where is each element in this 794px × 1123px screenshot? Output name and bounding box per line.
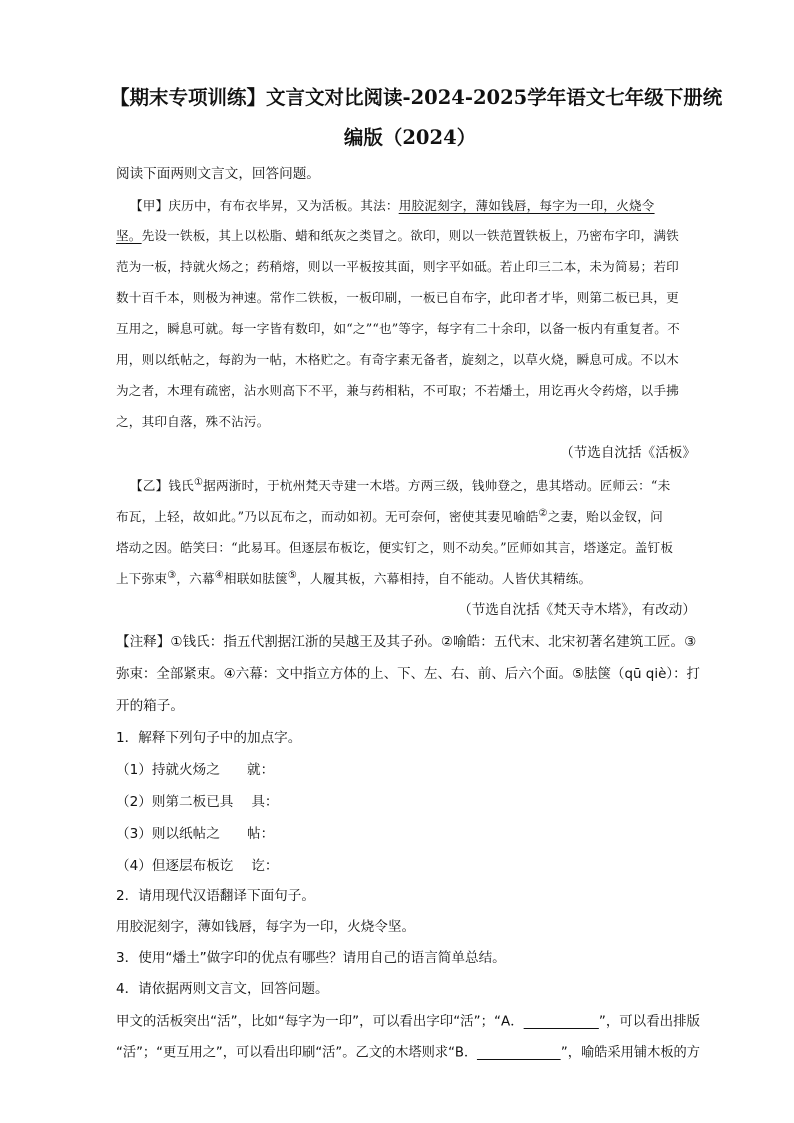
passage-b-text: 之妻，贻以金钗，问: [547, 509, 663, 524]
passage-b-source: （节选自沈括《梵天寺木塔》，有改动）: [458, 602, 696, 618]
underlined-sentence-end: 坚。: [116, 228, 142, 243]
document-title-line-1: 【期末专项训练】文言文对比阅读-2024-2025学年语文七年级下册统: [110, 86, 723, 109]
document-title-line-2: 编版（2024）: [343, 126, 477, 149]
passage-b-text: 上下弥束: [116, 571, 168, 586]
question-2: 2．请用现代汉语翻译下面句子。: [116, 888, 315, 904]
notes-line-2: 弥束：全部紧束。④六幕：文中指立方体的上、下、左、右、前、后六个面。⑤胠箧（qū qiè）：打: [116, 666, 700, 682]
answer-blank-a[interactable]: [524, 1014, 599, 1029]
question-4-line-1: [116, 1014, 700, 1029]
passage-a-line-3: 范为一板，持就火炀之；药稍熔，则以一平板按其面，则字平如砥。若止印三二本，未为简易；若印: [116, 259, 679, 274]
note-marker-5: ⑤: [287, 569, 298, 581]
passage-b-line-1: [130, 476, 671, 493]
passage-b-line-4: [116, 569, 592, 586]
reading-instruction: 阅读下面两则文言文，回答问题。: [116, 166, 320, 182]
passage-a-line-2: [116, 230, 679, 243]
passage-a-line-4: 数十百千本，则极为神速。常作二铁板，一板印刷，一板已自布字，此印者才毕，则第二板已具，更: [116, 290, 679, 305]
passage-a-label: 【甲】: [130, 198, 169, 213]
question-1-item-1: （1）持就火炀之 就：: [116, 762, 275, 778]
question-4-text: “活”；“更互用之”，可以看出印刷“活”。乙文的木塔则求“B．: [116, 1044, 478, 1061]
question-3: 3．使用“燔土”做字印的优点有哪些？请用自己的语言简单总结。: [116, 950, 506, 966]
passage-a-line-1: [130, 200, 655, 213]
note-marker-3: ③: [167, 569, 177, 581]
answer-blank-b[interactable]: [477, 1045, 561, 1060]
notes-line-1: 【注释】①钱氏：指五代割据江浙的吴越王及其子孙。②喻皓：五代末、北宋初著名建筑工匠。③: [116, 634, 697, 650]
passage-a-text: 先设一铁板，其上以松脂、蜡和纸灰之类冒之。欲印，则以一铁范置铁板上，乃密布字印，满铁: [141, 228, 679, 243]
passage-a-line-5: 互用之，瞬息可就。每一字皆有数印，如“之”“也”等字，每字有二十余印，以备一板内有重复者。不: [116, 321, 680, 336]
passage-b-line-3: 塔动之因。皓笑曰：“此易耳。但逐层布板讫，便实钉之，则不动矣。”匠师如其言，塔遂定。盖钉板: [116, 540, 674, 555]
question-2-sentence: 用胶泥刻字，薄如钱唇，每字为一印，火烧令坚。: [116, 919, 416, 935]
passage-b-text: ，六幕: [176, 571, 215, 586]
passage-a-line-6: 用，则以纸帖之，每韵为一帖，木格贮之。有奇字素无备者，旋刻之，以草火烧，瞬息可成。不以木: [116, 352, 679, 367]
passage-a-line-7: 为之者，木理有疏密，沾水则高下不平，兼与药相粘，不可取；不若燔土，用讫再火令药熔，以手拂: [116, 383, 679, 398]
note-marker-4: ④: [214, 569, 224, 581]
question-4: 4．请依据两则文言文，回答问题。: [116, 981, 329, 997]
passage-a-line-8: 之，其印自落，殊不沾污。: [116, 414, 270, 429]
question-4-text: 甲文的活板突出“活”，比如“每字为一印”，可以看出字印“活”；“A．: [116, 1013, 524, 1030]
passage-b-text: 相联如胠箧: [223, 571, 288, 586]
passage-a-source: （节选自沈括《活板》: [560, 445, 696, 461]
question-1-item-2: （2）则第二板已具 具：: [116, 794, 279, 810]
passage-b-text: 据两浙时，于杭州梵天寺建一木塔。方两三级，钱帅登之，患其塔动。匠师云：“未: [203, 478, 671, 493]
question-1-item-4: （4）但逐层布板讫 讫：: [116, 858, 279, 874]
passage-b-text: 钱氏: [168, 478, 194, 493]
question-4-text: ”，可以看出排版: [598, 1013, 700, 1030]
passage-b-text: ，人履其板，六幕相持，自不能动。人皆伏其精练。: [297, 571, 592, 586]
passage-b-line-2: [116, 507, 663, 524]
note-marker-1: ①: [193, 476, 204, 488]
passage-b-text: 布瓦，上轻，故如此。”乃以瓦布之，而动如初。无可奈何，密使其妻见喻皓: [116, 509, 539, 524]
question-1: 1．解释下列句子中的加点字。: [116, 730, 302, 746]
question-4-text: ”，喻皓采用铺木板的方: [560, 1044, 700, 1061]
passage-b-label: 【乙】: [130, 478, 169, 493]
question-1-item-3: （3）则以纸帖之 帖：: [116, 826, 275, 842]
passage-a-text: 庆历中，有布衣毕昇，又为活板。其法：: [168, 198, 399, 213]
notes-line-3: 开的箱子。: [116, 698, 184, 714]
question-4-line-2: [116, 1045, 700, 1060]
note-marker-2: ②: [538, 507, 548, 519]
underlined-sentence: 用胶泥刻字，薄如钱唇，每字为一印，火烧令: [398, 198, 655, 213]
